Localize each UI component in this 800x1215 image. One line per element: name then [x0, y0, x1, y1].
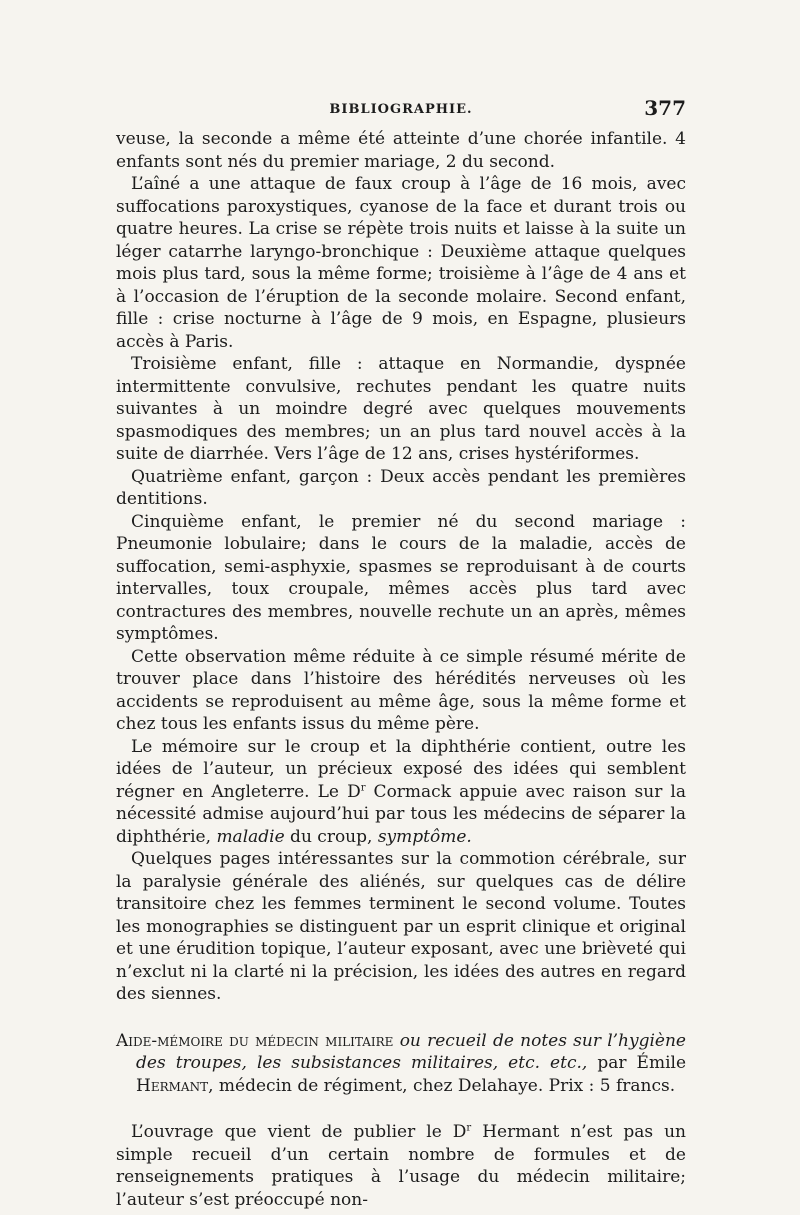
page-number: 377 [644, 96, 686, 120]
review-text-1: L’ouvrage que vient de publier le D [131, 1122, 467, 1142]
running-title: BIBLIOGRAPHIE. [329, 102, 473, 117]
paragraph-second-volume: Quelques pages intéressantes sur la commotion cérébrale, sur la paralysie générale des aliénés, sur quelques cas de délire transitoire chez les femmes terminent le second volume. Toutes les monographies se distinguent par un esprit clinique et original et une érudition topique, l’auteur exposant, avec une brièveté qui n’exclut ni la clarté ni la précision, les idées des autres en regard des siennes. [116, 849, 686, 1004]
paragraph-third-child: Troisième enfant, fille : attaque en Normandie, dyspnée intermittente convulsive, rechutes pendant les quatre nuits suivantes à un moindre degré avec quelques mouvements spasmodiques des membres; un an plus tard nouvel accès à la suite de diarrhée. Vers l’âge de 12 ans, crises hystériformes. [116, 354, 686, 464]
book-author: Hermant [136, 1075, 209, 1096]
book-subtitle: ou recueil de notes sur l’hygiène des troupes, les subsistances militaires, etc. etc., [136, 1030, 686, 1073]
review-text-2: Hermant n’est pas un simple recueil d’un certain nombre de formules et de renseignements pratiques à l’usage du médecin militaire; l’auteur s’est préoccupé non- [116, 1122, 686, 1210]
paragraph-croup-diphtheria [116, 736, 686, 849]
paragraph-observation: Cette observation même réduite à ce simple résumé mérite de trouver place dans l’histoire des hérédités nerveuses où les accidents se reproduisent au même âge, sous la même forme et chez tous les enfants issus du même père. [116, 646, 686, 734]
page-header [116, 96, 686, 124]
croup-italic-maladie: maladie [216, 826, 285, 847]
book-details: , médecin de régiment, chez Delahaye. Prix : 5 francs. [208, 1075, 676, 1096]
croup-text-1: Le mémoire sur le croup et la diphthérie contient, outre les idées de l’auteur, un précieux exposé des idées qui semblent régner en Angleterre. Le D [116, 736, 686, 802]
paragraph-review [116, 1121, 686, 1211]
section-gap [116, 1097, 686, 1121]
paragraph-first-child: L’aîné a une attaque de faux croup à l’âge de 16 mois, avec suffocations paroxystiques, cyanose de la face et durant trois ou quatre heures. La crise se répète trois nuits et laisse à la suite un léger catarrhe laryngo-bronchique : Deuxième attaque quelques mois plus tard, sous la même forme; troisième à l’âge de 4 ans et à l’occasion de l’éruption de la seconde molaire. Second enfant, fille : crise nocturne à l’âge de 9 mois, en Espagne, plusieurs accès à Paris. [116, 174, 686, 352]
paragraph-fourth-child: Quatrième enfant, garçon : Deux accès pendant les premières dentitions. [116, 466, 686, 509]
doctor-superscript: r [360, 781, 366, 793]
croup-text-2: Cormack appuie avec raison sur la nécessité admise aujourd’hui par tous les médecins de séparer la diphthérie, [116, 781, 687, 847]
paragraph-continuation: veuse, la seconde a même été atteinte d’une chorée infantile. 4 enfants sont nés du premier mariage, 2 du second. [116, 129, 686, 172]
doctor-superscript: r [466, 1122, 472, 1134]
book-title: Aide-mémoire du médecin militaire [116, 1030, 394, 1051]
croup-italic-symptome: symptôme. [377, 826, 472, 847]
section-gap [116, 1006, 686, 1030]
paragraph-fifth-child: Cinquième enfant, le premier né du second mariage : Pneumonie lobulaire; dans le cours de la maladie, accès de suffocation, semi-asphyxie, spasmes se reproduisant à de courts intervalles, toux croupale, mêmes accès plus tard avec contractures des membres, nouvelle rechute un an après, mêmes symptômes. [116, 511, 686, 644]
bibliography-entry [116, 1030, 686, 1098]
croup-text-3: du croup, [284, 826, 378, 847]
book-by: par Émile [587, 1053, 686, 1073]
body-text [116, 128, 686, 1211]
